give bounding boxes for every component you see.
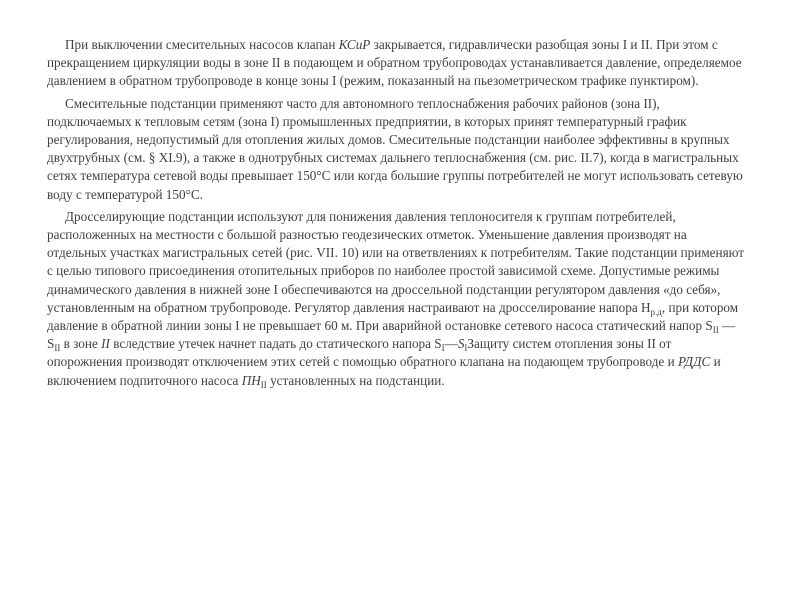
paragraph-text: Дросселирующие подстанции используют для понижения давления теплоносителя к группам потребителей, расположенных на местности с большой разностью геодезических отметок. Уменьшение давления производят на отдельных участках магистральных сетей (рис. VII. 10) или на ответвлениях к потребителям. Такие подстанции применяют с целью типового присоединения отопительных приборов по наиболее простой зависимой схеме. Допустимые режимы динамического давления в нижней зоне I обеспечиваются на дроссельной подстанции регулятором давления «до себя», установленным на обратном трубопроводе. Регулятор давления настраивают на дросселирование напора H <box>47 208 748 315</box>
paragraph-text: и включением подпиточного насоса <box>47 354 724 388</box>
subscript-text: II <box>712 325 719 336</box>
paragraph-text: Смесительные подстанции применяют часто для автономного теплоснабжения рабочих районов (зона II), подключаемых к тепловым сетям (зона I) промышленных предприятии, в которых принят температурный график регулирования, недопустимый для отопления жилых домов. Смесительные подстанции наиболее эффективны в крупных двухтрубных (см. § XI.9), а также в однотрубных системах дальнего теплоснабжения (см. рис. II.7), когда в магистральных сетях температура сетевой воды превышает 150°С или когда большие группы потребителей не могут использовать сетевую воду с температурой 150°С. <box>47 95 747 202</box>
paragraph-text: закрывается, гидравлически разобщая зоны I и II. При этом с прекращением циркуляции воды в зоне II в подающем и обратном трубопроводах устанавливается давление, определяемое давлением в обратном трубопроводе в конце зоны I (режим, показанный на пьезометрическом трафике пунктиром). <box>47 37 745 89</box>
italic-text: КСиР <box>338 37 371 52</box>
paragraph-text: установленных на подстанции. <box>266 372 445 388</box>
subscript-text: II <box>54 343 61 354</box>
paragraph <box>47 208 747 390</box>
paragraph-text: , при котором давление в обратной линии зоны I не превышает 60 м. При аварийной остановке сетевого насоса статический напор S <box>47 299 742 334</box>
paragraph-text: — S <box>47 318 739 352</box>
paragraph-text: Защиту систем отопления зоны II от опорожнения производят отключением этих сетей с помощью обратного клапана на подающем трубопроводе и <box>47 336 678 370</box>
italic-text: РДДС <box>677 354 711 370</box>
paragraph-text: вследствие утечек начнет падать до статического напора S <box>109 336 442 352</box>
italic-text: S <box>457 336 465 352</box>
subscript-text: II <box>260 379 267 390</box>
subscript-text: I <box>464 343 468 354</box>
paragraph-text: При выключении смесительных насосов клапан <box>65 37 339 52</box>
paragraph-text: в зоне <box>60 336 102 352</box>
italic-text: II <box>101 336 110 352</box>
italic-text: ПН <box>241 372 261 388</box>
subscript-text: р.д <box>650 306 662 317</box>
paragraph <box>47 36 747 91</box>
paragraph <box>47 95 747 204</box>
document-body <box>47 36 747 394</box>
paragraph-text: — <box>444 336 458 352</box>
subscript-text: I <box>441 343 445 354</box>
